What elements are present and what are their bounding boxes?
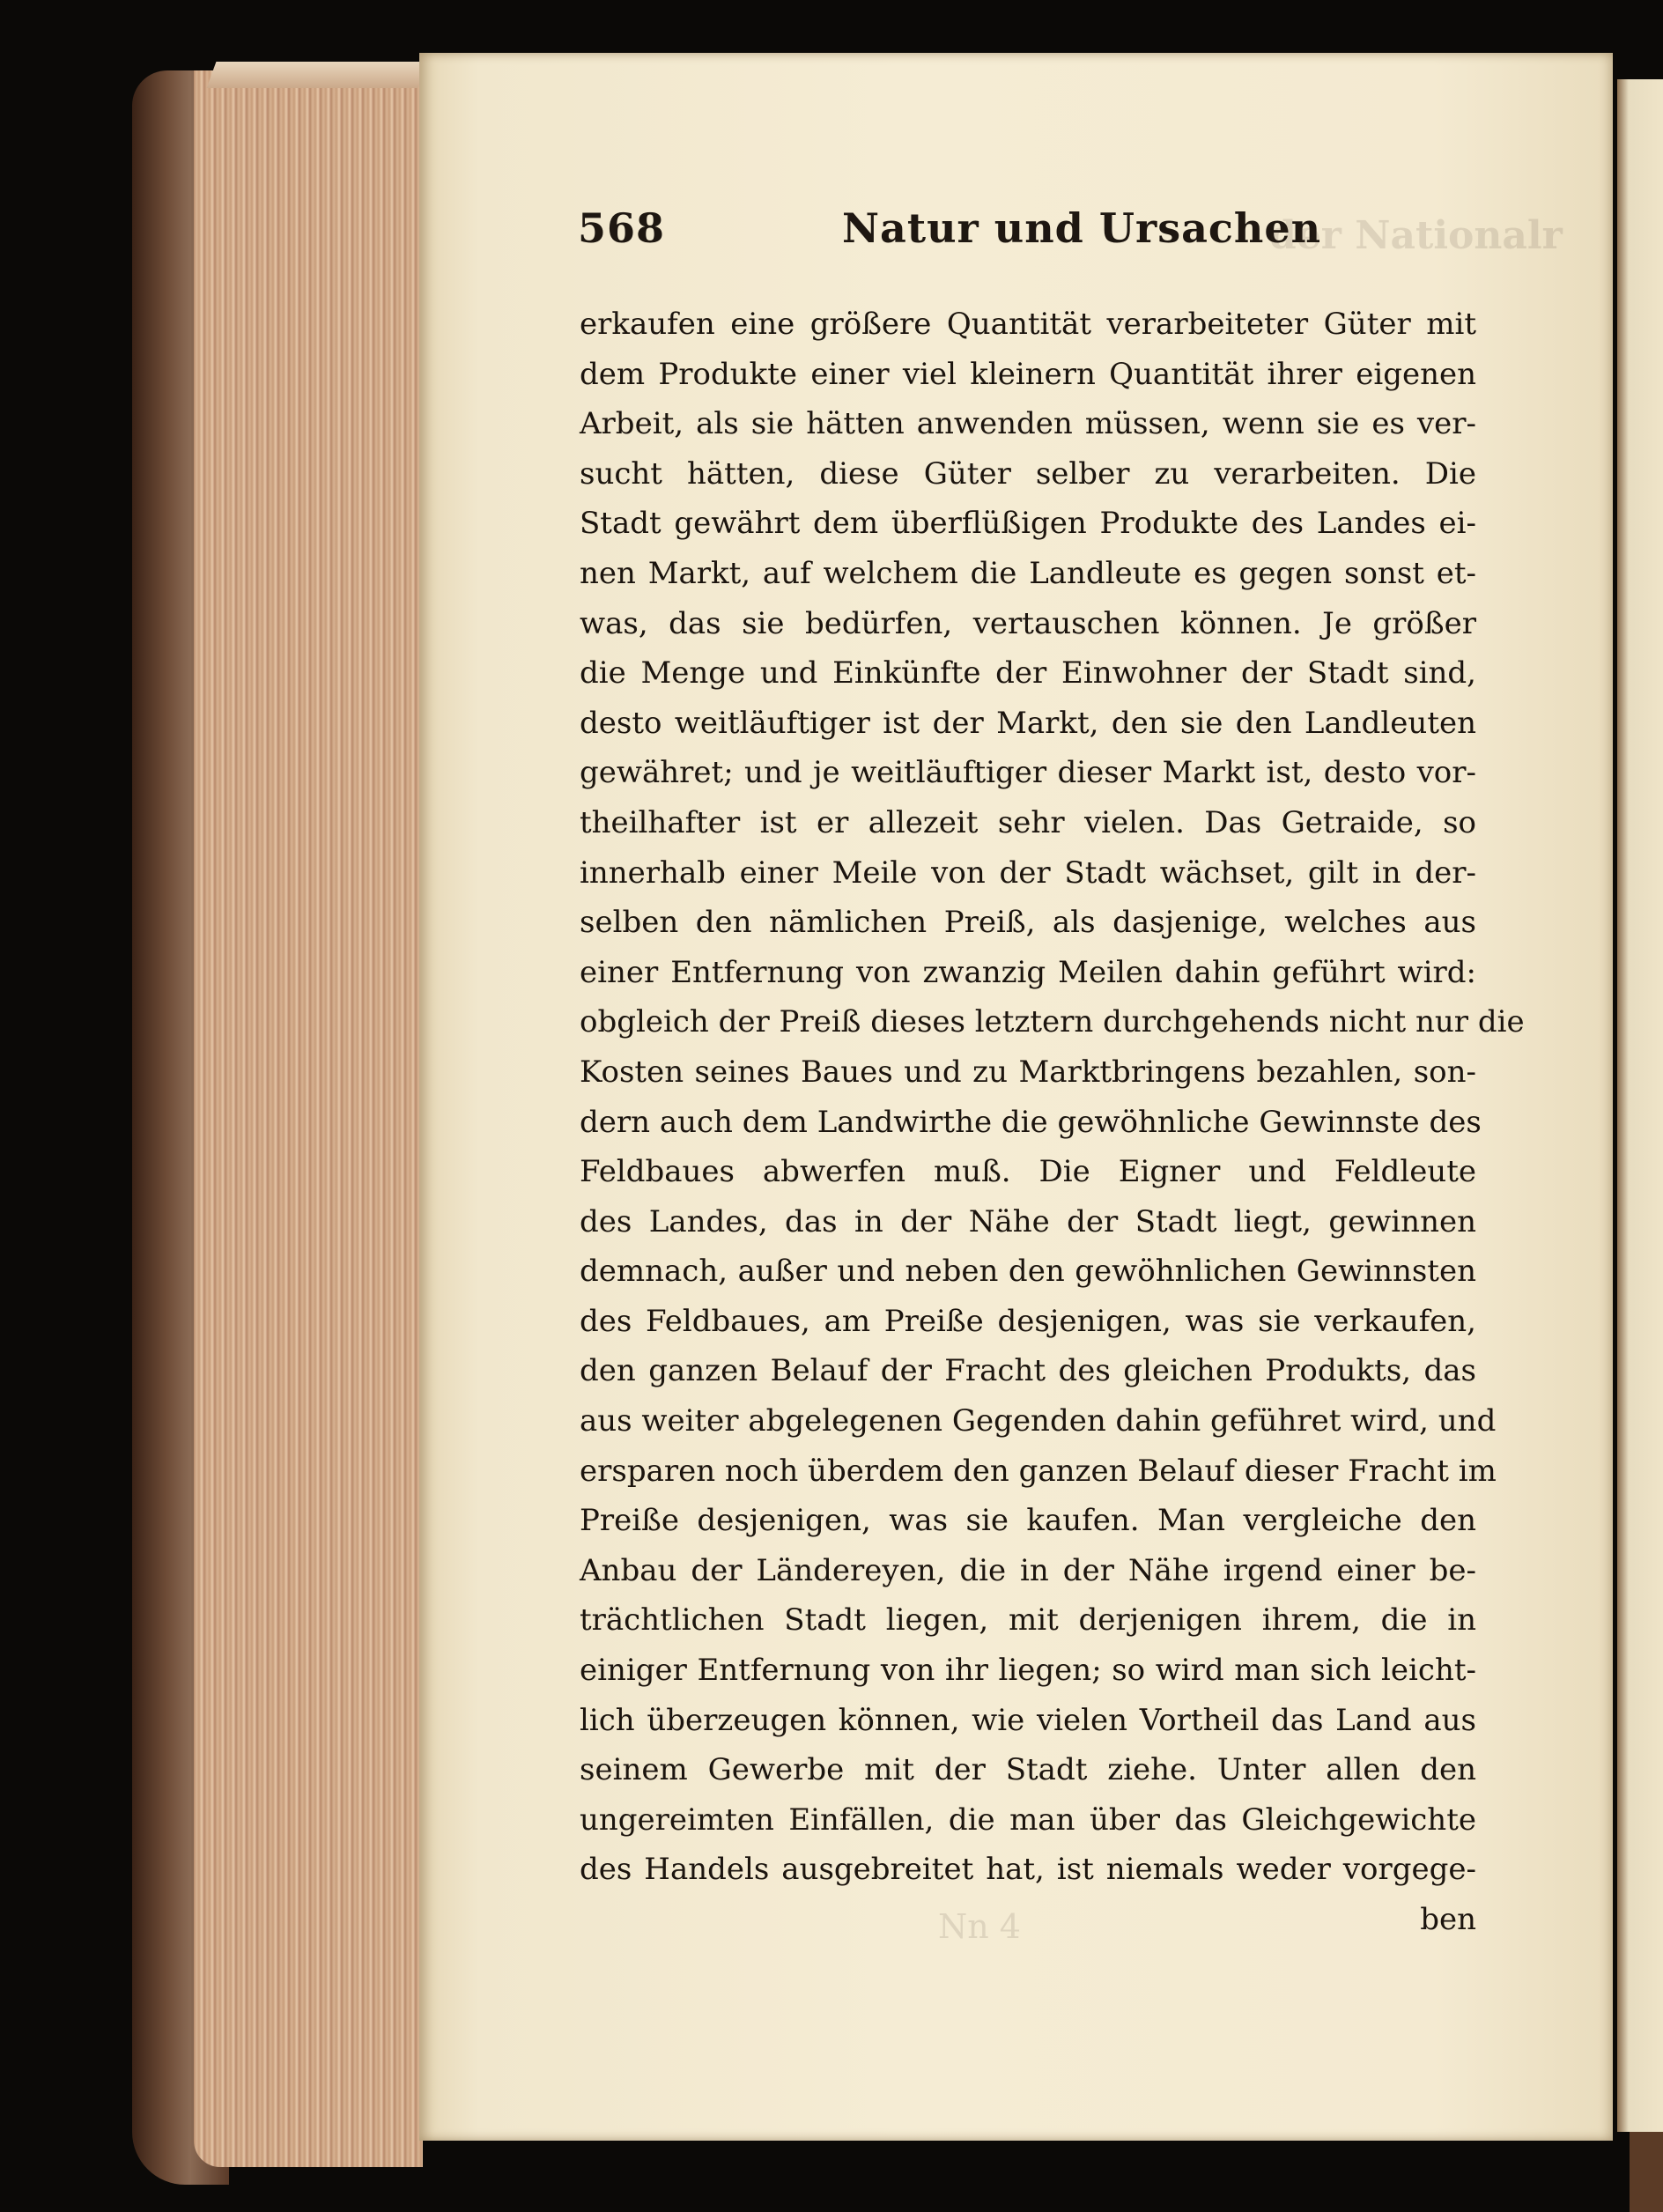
text-line: dern auch dem Landwirthe die gewöhnliche Gewinnste des (580, 1104, 1482, 1140)
body-text (580, 300, 1525, 1945)
text-line: Preiße desjenigen, was sie kaufen. Man vergleiche den (580, 1503, 1476, 1539)
text-line: den ganzen Belauf der Fracht des gleichen Produkts, das (580, 1353, 1476, 1389)
text-line: ungereimten Einfällen, die man über das Gleichgewichte (580, 1801, 1476, 1838)
text-line: was, das sie bedürfen, vertauschen können. Je größer (580, 605, 1476, 641)
page-edges (194, 70, 423, 2167)
text-line: sucht hätten, diese Güter selber zu verarbeiten. Die (580, 455, 1476, 492)
text-line: selben den nämlichen Preiß, als dasjenige, welches aus (580, 905, 1476, 941)
text-line: einer Entfernung von zwanzig Meilen dahin geführt wird: (580, 954, 1476, 990)
text-line: trächtlichen Stadt liegen, mit derjenigen ihrem, die in (580, 1602, 1476, 1639)
text-line: die Menge und Einkünfte der Einwohner der Stadt sind, (580, 655, 1476, 692)
text-line: ersparen noch überdem den ganzen Belauf dieser Fracht im (580, 1453, 1497, 1489)
text-line: innerhalb einer Meile von der Stadt wächset, gilt in der- (580, 854, 1476, 891)
text-line: obgleich der Preiß dieses letztern durchgehends nicht nur die (580, 1004, 1525, 1040)
facing-page-edge (1617, 79, 1663, 2132)
text-line: aus weiter abgelegenen Gegenden dahin geführet wird, und (580, 1403, 1497, 1439)
text-line: seinem Gewerbe mit der Stadt ziehe. Unter allen den (580, 1752, 1476, 1788)
text-line: Stadt gewährt dem überflüßigen Produkte des Landes ei- (580, 506, 1476, 542)
page-header (578, 204, 1563, 266)
text-line: lich überzeugen können, wie vielen Vortheil das Land aus (580, 1702, 1476, 1738)
bleed-through-text: der Nationalr (1269, 213, 1563, 258)
book-cover-right (1630, 2132, 1663, 2212)
page-number: 568 (578, 204, 666, 252)
text-line: desto weitläuftiger ist der Markt, den sie den Landleuten (580, 705, 1476, 741)
text-line: Arbeit, als sie hätten anwenden müssen, wenn sie es ver- (580, 406, 1476, 442)
text-line: demnach, außer und neben den gewöhnlichen Gewinnsten (580, 1254, 1476, 1290)
signature-mark: Nn 4 (938, 1907, 1021, 1946)
running-title: Natur und Ursachen (842, 204, 1322, 252)
text-line: des Handels ausgebreitet hat, ist niemals weder vorgege- (580, 1852, 1476, 1888)
text-line: erkaufen eine größere Quantität verarbeiteter Güter mit (580, 307, 1476, 342)
text-line: nen Markt, auf welchem die Landleute es gegen sonst et- (580, 555, 1476, 591)
text-line: dem Produkte einer viel kleinern Quantität ihrer eigenen (580, 356, 1476, 392)
text-line: ben (1420, 1902, 1476, 1937)
text-line: Feldbaues abwerfen muß. Die Eigner und Feldleute (580, 1154, 1476, 1190)
text-line: des Feldbaues, am Preiße desjenigen, was sie verkaufen, (580, 1303, 1476, 1339)
text-line: gewähret; und je weitläuftiger dieser Markt ist, desto vor- (580, 755, 1476, 791)
text-line: des Landes, das in der Nähe der Stadt liegt, gewinnen (580, 1203, 1476, 1239)
text-line: Kosten seines Baues und zu Marktbringens bezahlen, son- (580, 1054, 1476, 1090)
page-edges-top (207, 62, 428, 88)
text-line: theilhafter ist er allezeit sehr vielen. Das Getraide, so (580, 804, 1476, 840)
text-line: Anbau der Ländereyen, die in der Nähe irgend einer be- (580, 1552, 1476, 1588)
text-line: einiger Entfernung von ihr liegen; so wird man sich leicht- (580, 1653, 1476, 1689)
